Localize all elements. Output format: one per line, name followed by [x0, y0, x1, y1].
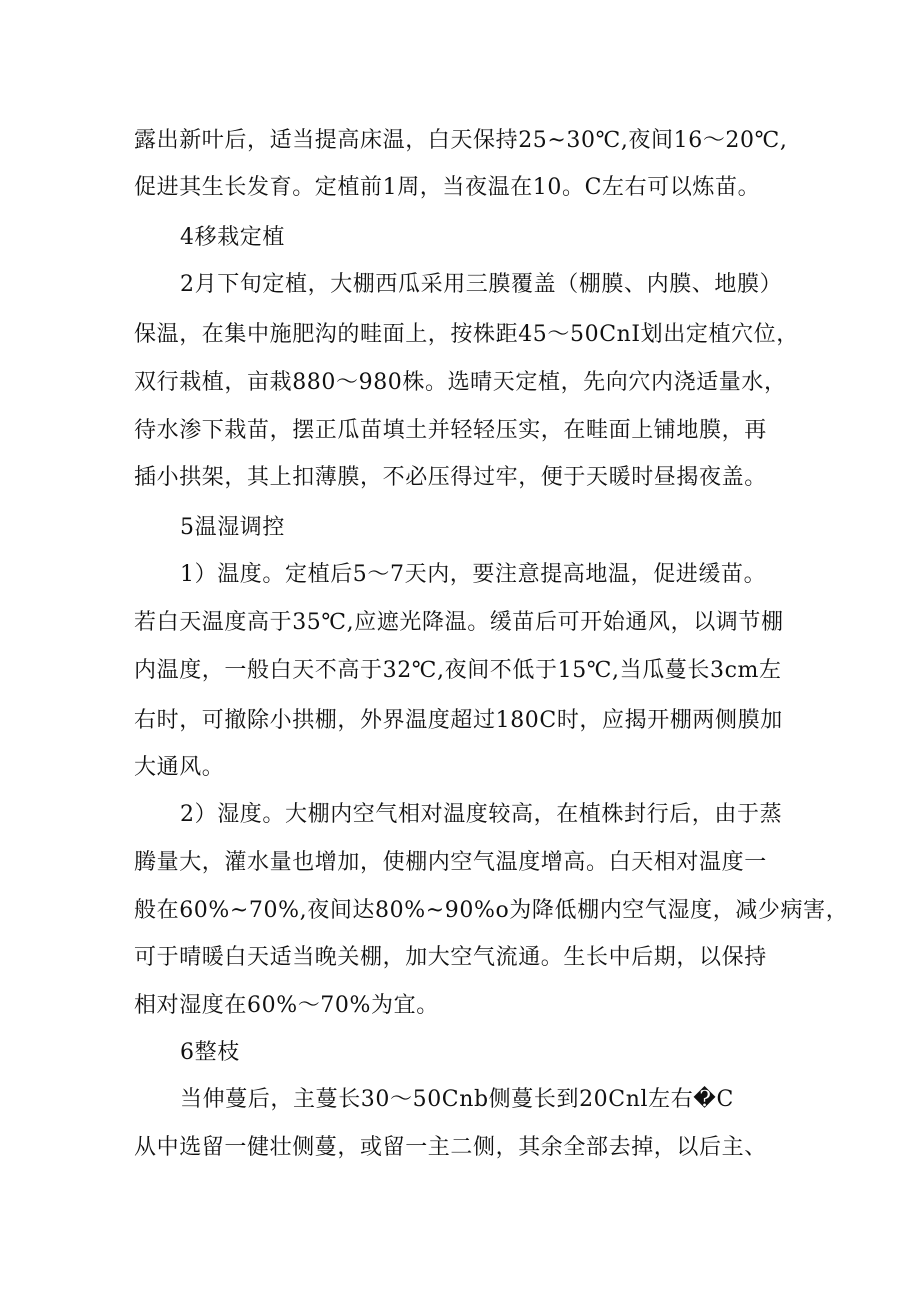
- paragraph-line: 相对湿度在60%～70%为宜。: [134, 993, 439, 1018]
- section-heading-pruning: 6整枝: [180, 1040, 240, 1065]
- paragraph-line: 2月下旬定植，大棚西瓜采用三膜覆盖（棚膜、内膜、地膜）: [180, 272, 783, 297]
- paragraph-line: 可于晴暖白天适当晚关棚，加大空气流通。生长中后期，以保持: [134, 945, 767, 970]
- paragraph-line: 大通风。: [134, 755, 225, 780]
- paragraph-line: 内温度，一般白天不高于32℃,夜间不低于15℃,当瓜蔓长3cm左: [134, 658, 782, 683]
- paragraph-line: 从中选留一健壮侧蔓，或留一主二侧，其余全部去掉，以后主、: [134, 1135, 767, 1160]
- paragraph-line: 右时，可撤除小拱棚，外界温度超过180C时，应揭开棚两侧膜加: [134, 708, 783, 733]
- paragraph-line: 双行栽植，亩栽880～980株。选晴天定植，先向穴内浇适量水，: [134, 370, 787, 395]
- section-heading-temperature-humidity: 5温湿调控: [180, 515, 285, 540]
- paragraph-line: 若白天温度高于35℃,应遮光降温。缓苗后可开始通风，以调节棚: [134, 610, 784, 635]
- section-heading-transplanting: 4移栽定植: [180, 225, 285, 250]
- paragraph-line: 1）温度。定植后5～7天内，要注意提高地温，促进缓苗。: [180, 562, 767, 587]
- paragraph-line: 般在60%~70%,夜间达80%~90%o为降低棚内空气湿度，减少病害，: [134, 898, 849, 923]
- paragraph-line: 当伸蔓后，主蔓长30～50Cnb侧蔓长到20Cnl左右�C: [180, 1087, 734, 1112]
- paragraph-line: 促进其生长发育。定植前1周，当夜温在10。C左右可以炼苗。: [134, 175, 761, 200]
- paragraph-line: 2）湿度。大棚内空气相对温度较高，在植株封行后，由于蒸: [180, 802, 783, 827]
- paragraph-line: 保温，在集中施肥沟的畦面上，按株距45～50CnI划出定植穴位，: [134, 322, 799, 347]
- paragraph-line: 插小拱架，其上扣薄膜，不必压得过牢，便于天暖时昼揭夜盖。: [134, 465, 767, 490]
- paragraph-line: 腾量大，灌水量也增加，使棚内空气温度增高。白天相对温度一: [134, 850, 767, 875]
- paragraph-line: 待水渗下栽苗，摆正瓜苗填土并轻轻压实，在畦面上铺地膜，再: [134, 418, 767, 443]
- paragraph-line: 露出新叶后，适当提高床温，白天保持25~30℃,夜间16～20℃,: [134, 128, 788, 153]
